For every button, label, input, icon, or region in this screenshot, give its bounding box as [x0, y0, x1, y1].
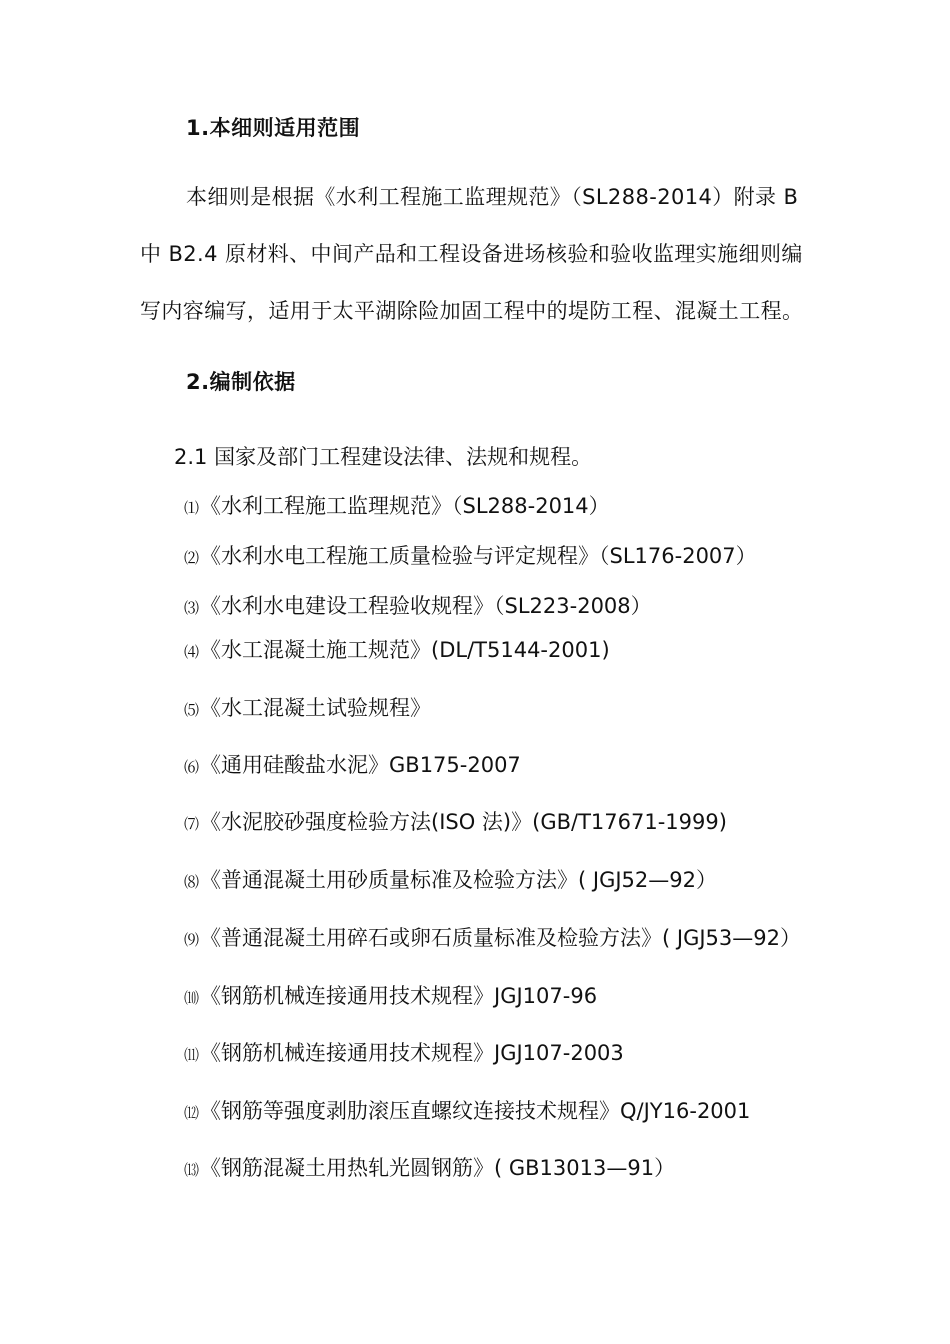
reference-number: ⑼	[184, 931, 200, 949]
reference-number: ⑿	[184, 1104, 200, 1122]
reference-text: 《普通混凝土用碎石或卵石质量标准及检验方法》( JGJ53—92）	[200, 926, 801, 950]
reference-number: ⒀	[184, 1161, 200, 1179]
reference-number: ⑷	[184, 643, 200, 661]
reference-number: ⑶	[184, 599, 200, 617]
section-1-paragraph-line-1: 本细则是根据《水利工程施工监理规范》（SL288-2014）附录 B	[186, 185, 799, 209]
reference-text: 《水泥胶砂强度检验方法(ISO 法)》(GB/T17671-1999)	[200, 810, 727, 834]
reference-number: ⑽	[184, 989, 200, 1007]
reference-text: 《钢筋机械连接通用技术规程》JGJ107-96	[200, 984, 598, 1008]
section-2-heading: 2.编制依据	[186, 370, 296, 394]
section-1-paragraph-line-3: 写内容编写，适用于太平湖除险加固工程中的堤防工程、混凝土工程。	[140, 299, 804, 323]
reference-text: 《普通混凝土用砂质量标准及检验方法》( JGJ52—92）	[200, 868, 717, 892]
reference-item	[184, 1095, 750, 1125]
reference-item	[184, 922, 801, 952]
reference-text: 《水利水电建设工程验收规程》（SL223-2008）	[200, 594, 652, 618]
reference-item	[184, 864, 717, 894]
section-1-heading: 1.本细则适用范围	[186, 116, 361, 140]
reference-text: 《水工混凝土施工规范》(DL/T5144-2001)	[200, 638, 610, 662]
reference-item	[184, 490, 610, 520]
section-1-paragraph-line-2: 中 B2.4 原材料、中间产品和工程设备进场核验和验收监理实施细则编	[140, 242, 803, 266]
reference-text: 《钢筋混凝土用热轧光圆钢筋》( GB13013—91）	[200, 1156, 676, 1180]
reference-number: ⑵	[184, 549, 200, 567]
reference-item	[184, 749, 521, 779]
reference-text: 《钢筋等强度剥肋滚压直螺纹连接技术规程》Q/JY16-2001	[200, 1099, 751, 1123]
reference-text: 《钢筋机械连接通用技术规程》JGJ107-2003	[200, 1041, 624, 1065]
reference-item	[184, 1037, 624, 1067]
reference-number: ⑴	[184, 499, 200, 517]
reference-item	[184, 540, 757, 570]
reference-text: 《水利水电工程施工质量检验与评定规程》（SL176-2007）	[200, 544, 757, 568]
reference-number: ⑾	[184, 1046, 200, 1064]
reference-number: ⑸	[184, 701, 200, 719]
reference-item	[184, 692, 431, 722]
reference-number: ⑺	[184, 815, 200, 833]
reference-item	[184, 980, 597, 1010]
reference-number: ⑻	[184, 873, 200, 891]
reference-item	[184, 806, 727, 836]
reference-item	[184, 1152, 675, 1182]
section-2-1-heading: 2.1 国家及部门工程建设法律、法规和规程。	[174, 445, 593, 469]
reference-item	[184, 590, 652, 620]
reference-number: ⑹	[184, 758, 200, 776]
reference-text: 《水利工程施工监理规范》（SL288-2014）	[200, 494, 610, 518]
reference-text: 《通用硅酸盐水泥》GB175-2007	[200, 753, 521, 777]
reference-text: 《水工混凝土试验规程》	[200, 696, 432, 720]
reference-item	[184, 634, 610, 664]
